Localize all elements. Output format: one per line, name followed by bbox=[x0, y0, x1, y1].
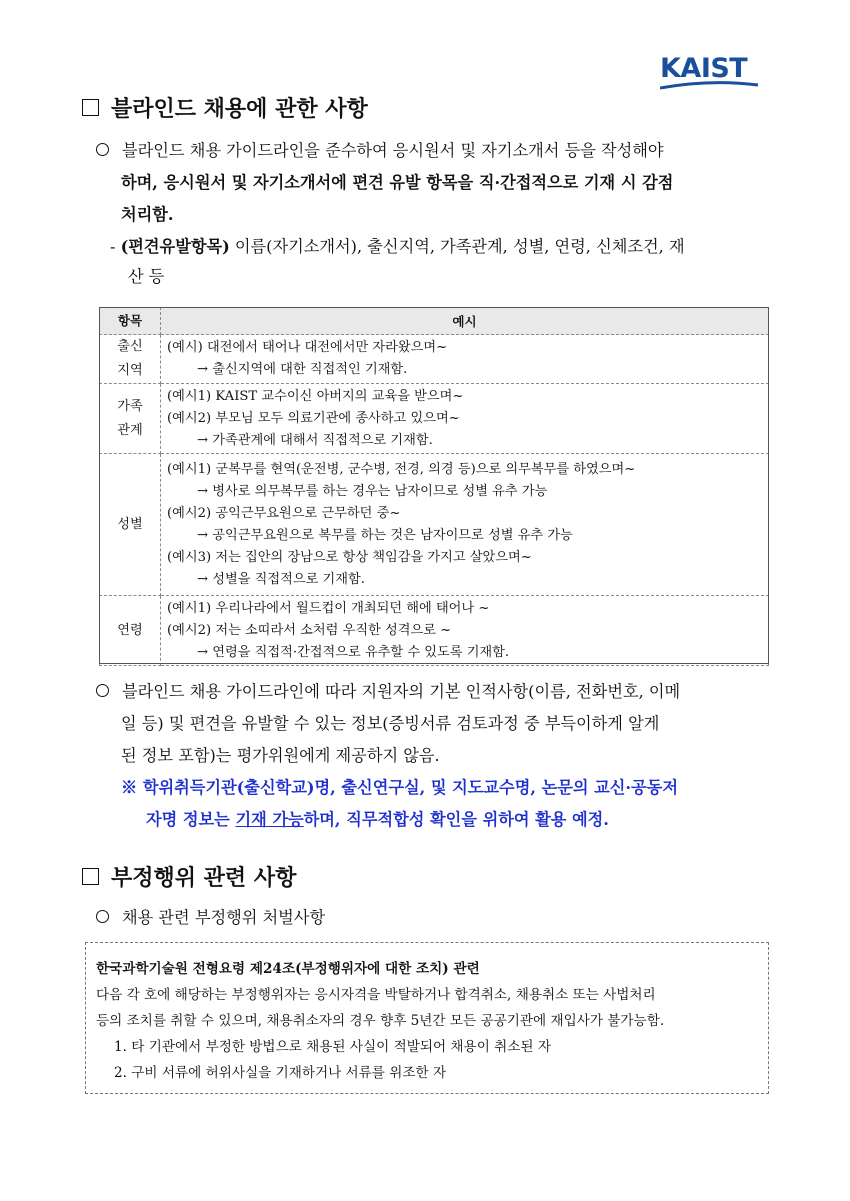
bias-items-line-2: 산 등 bbox=[128, 267, 165, 286]
table-cell-category: 가족 관계 bbox=[100, 384, 161, 454]
circle-bullet-icon bbox=[96, 684, 109, 697]
table-cell-example: (예시1) KAIST 교수이신 아버지의 교육을 받으며~ (예시2) 부모님 모두 의료기관에 종사하고 있으며~ → 가족관계에 대해서 직접적으로 기재함. bbox=[161, 384, 769, 454]
para1-line-3: 처리함. bbox=[121, 205, 174, 224]
regulation-title: 한국과학기술원 전형요령 제24조(부정행위자에 대한 조치) 관련 bbox=[96, 961, 480, 977]
table-cell-category: 연령 bbox=[100, 596, 161, 666]
regulation-item-2: 2. 구비 서류에 허위사실을 기재하거나 서류를 위조한 자 bbox=[114, 1065, 447, 1081]
section2-heading bbox=[82, 864, 296, 894]
table-header-category: 항목 bbox=[100, 308, 161, 335]
table-cell-category: 출신 지역 bbox=[100, 335, 161, 384]
checkbox-square-icon bbox=[82, 99, 99, 116]
logo-swoosh-icon bbox=[660, 81, 760, 91]
table-row bbox=[100, 384, 769, 454]
regulation-item-1: 1. 타 기관에서 부정한 방법으로 채용된 사실이 적발되어 채용이 취소된 자 bbox=[114, 1039, 551, 1055]
para2-line-3: 된 정보 포함)는 평가위원에게 제공하지 않음. bbox=[121, 746, 440, 765]
table-cell-example: (예시1) 우리나라에서 월드컵이 개최되던 해에 태어나 ~ (예시2) 저는 소띠라서 소처럼 우직한 성격으로 ~ → 연령을 직접적·간접적으로 유추할 수 있도록 기재함. bbox=[161, 596, 769, 666]
table-cell-example: (예시1) 군복무를 현역(운전병, 군수병, 전경, 의경 등)으로 의무복무를 하였으며~ → 병사로 의무복무를 하는 경우는 남자이므로 성별 유추 가능 (예시2) 공익근무요원으로 근무하던 중~ → 공익근무요원으로 복무를 하는 것은 남자이므로 성별 유추 가능 (예시3) 저는 집안의 장남으로 항상 책임감을 가지고 살았으며~ → 성별을 직접적으로 기재함. bbox=[161, 454, 769, 596]
kaist-logo bbox=[660, 54, 756, 90]
section1-heading bbox=[82, 95, 368, 125]
note-underlined-text: 기재 가능 bbox=[235, 810, 304, 829]
table-cell-category: 성별 bbox=[100, 454, 161, 596]
para2-line-1: 블라인드 채용 가이드라인에 따라 지원자의 기본 인적사항(이름, 전화번호, 이메 bbox=[96, 681, 680, 703]
para1-line-2: 하며, 응시원서 및 자기소개서에 편견 유발 항목을 직·간접적으로 기재 시 감점 bbox=[121, 173, 674, 192]
regulation-box bbox=[85, 942, 769, 1094]
note-line-1: ※ 학위취득기관(출신학교)명, 출신연구실, 및 지도교수명, 논문의 교신·공동저 bbox=[121, 778, 678, 797]
note-line-2: 자명 정보는 기재 가능하며, 직무적합성 확인을 위하여 활용 예정. bbox=[146, 810, 609, 829]
bias-items-text: 이름(자기소개서), 출신지역, 가족관계, 성별, 연령, 신체조건, 재 bbox=[229, 237, 685, 256]
para1-line-1: 블라인드 채용 가이드라인을 준수하여 응시원서 및 자기소개서 등을 작성해야 bbox=[96, 140, 664, 162]
table-row bbox=[100, 454, 769, 596]
section2-title: 부정행위 관련 사항 bbox=[111, 866, 297, 891]
circle-bullet-icon bbox=[96, 143, 109, 156]
table-header-row bbox=[100, 308, 769, 335]
table-header-example: 예시 bbox=[161, 308, 769, 335]
bias-label: (편견유발항목) bbox=[120, 237, 230, 256]
table-row bbox=[100, 596, 769, 666]
dash-bullet: - bbox=[110, 237, 121, 256]
bias-items-line-1 bbox=[110, 236, 685, 258]
regulation-line-2: 등의 조치를 취할 수 있으며, 채용취소자의 경우 향후 5년간 모든 공공기관에 재입사가 불가능함. bbox=[96, 1013, 665, 1029]
table-cell-example: (예시) 대전에서 태어나 대전에서만 자라왔으며~ → 출신지역에 대한 직접적인 기재함. bbox=[161, 335, 769, 384]
circle-bullet-icon bbox=[96, 910, 109, 923]
bias-example-table bbox=[99, 307, 769, 666]
checkbox-square-icon bbox=[82, 868, 99, 885]
section2-subitem: 채용 관련 부정행위 처벌사항 bbox=[96, 907, 325, 929]
section1-title: 블라인드 채용에 관한 사항 bbox=[111, 97, 368, 122]
para2-line-2: 일 등) 및 편견을 유발할 수 있는 정보(증빙서류 검토과정 중 부득이하게 알게 bbox=[121, 714, 660, 733]
table-row bbox=[100, 335, 769, 384]
regulation-line-1: 다음 각 호에 해당하는 부정행위자는 응시자격을 박탈하거나 합격취소, 채용취소 또는 사법처리 bbox=[96, 987, 656, 1003]
logo-text: KAIST bbox=[660, 53, 748, 84]
